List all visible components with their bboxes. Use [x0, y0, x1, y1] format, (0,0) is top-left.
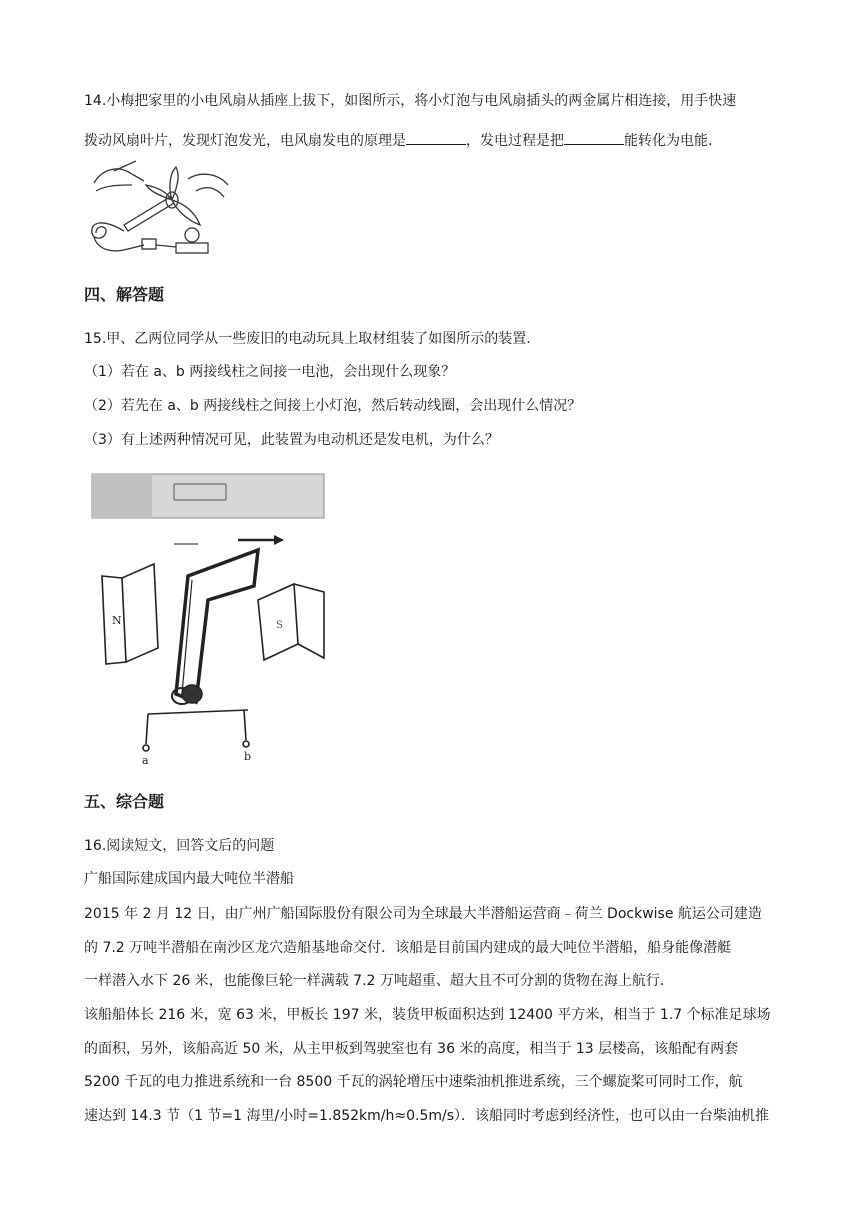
section-4-title: 四、解答题 [84, 285, 165, 304]
q16-p1-line-2: 的 7.2 万吨半潜船在南沙区龙穴造船基地命交付．该船是目前国内建成的最大吨位半潜船，船身能像潜艇 [84, 940, 732, 956]
fan-bulb-figure [84, 155, 234, 260]
q14-blank-1 [406, 130, 466, 145]
terminal-b-label: b [244, 750, 252, 763]
q16-p2-line-3: 5200 千瓦的电力推进系统和一台 8500 千瓦的涡轮增压中速柴油机推进系统，三个螺旋桨可同时工作，航 [84, 1074, 743, 1090]
motor-generator-figure [88, 468, 338, 768]
q16-p2-line-4: 速达到 14.3 节（1 节=1 海里/小时=1.852km/h≈0.5m/s）．该船同时考虑到经济性，也可以由一台柴油机推 [84, 1108, 770, 1124]
q16-p2-line-2: 的面积，另外，该船高近 50 米，从主甲板到驾驶室也有 36 米的高度，相当于 13 层楼高，该船配有两套 [84, 1041, 739, 1057]
q14-blank-2 [564, 130, 624, 145]
terminal-a-label: a [142, 754, 149, 767]
q14-text-c: 能转化为电能. [624, 133, 713, 149]
q15-sub-3: （3）有上述两种情况可见，此装置为电动机还是发电机，为什么？ [84, 432, 499, 448]
q16-p1-line-1: 2015 年 2 月 12 日，由广州广船国际股份有限公司为全球最大半潜船运营商﹣荷兰 Dockwise 航运公司建造 [84, 906, 762, 922]
q14-line-2 [84, 130, 712, 150]
q15-sub-2: （2）若先在 a、b 两接线柱之间接上小灯泡，然后转动线圈，会出现什么情况？ [84, 398, 582, 414]
q16-stem: 16.阅读短文，回答文后的问题 [84, 838, 275, 854]
q16-article-title: 广船国际建成国内最大吨位半潜船 [84, 871, 294, 887]
section-5-title: 五、综合题 [84, 792, 165, 811]
q14-text-a: 拨动风扇叶片，发现灯泡发光，电风扇发电的原理是 [84, 133, 406, 149]
q15-stem: 15.甲、乙两位同学从一些废旧的电动玩具上取材组装了如图所示的装置. [84, 331, 531, 347]
q15-sub-1: （1）若在 a、b 两接线柱之间接一电池，会出现什么现象？ [84, 364, 456, 380]
magnet-s-label: S [276, 620, 283, 631]
q16-p1-line-3: 一样潜入水下 26 米，也能像巨轮一样满载 7.2 万吨超重、超大且不可分割的货物在海上航行. [84, 973, 665, 989]
magnet-n-label: N [112, 614, 122, 627]
q14-text-b: ，发电过程是把 [466, 133, 564, 149]
q16-p2-line-1: 该船船体长 216 米，宽 63 米，甲板长 197 米，装货甲板面积达到 12400 平方米，相当于 1.7 个标准足球场 [84, 1007, 771, 1023]
q14-line-1: 14.小梅把家里的小电风扇从插座上拔下，如图所示，将小灯泡与电风扇插头的两金属片相连接，用手快速 [84, 93, 737, 109]
